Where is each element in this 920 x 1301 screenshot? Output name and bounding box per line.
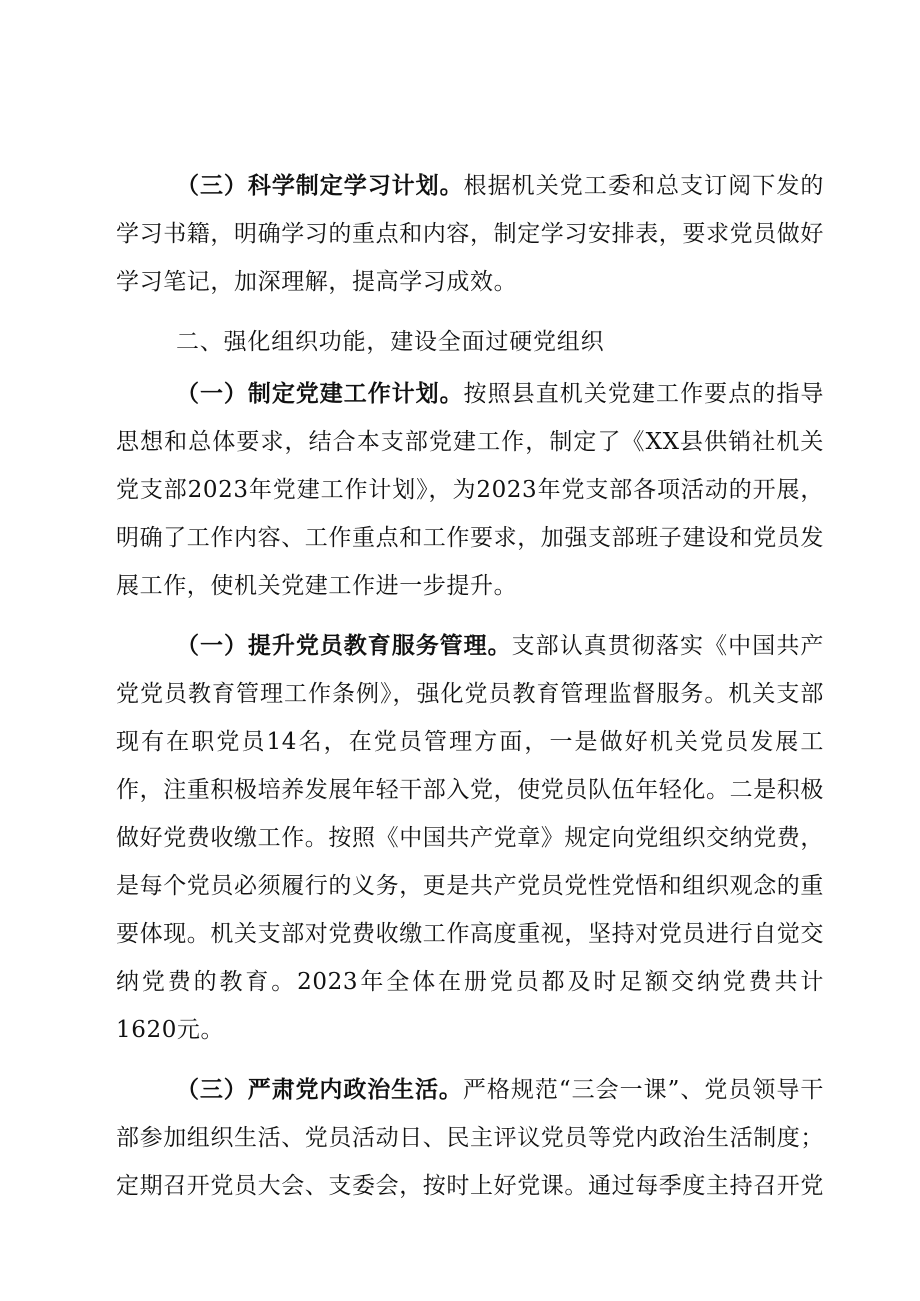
paragraph-lead: （一）提升党员教育服务管理。	[176, 633, 512, 659]
paragraph-party-building-plan	[116, 370, 824, 610]
section-heading: 二、强化组织功能，建设全面过硬党组织	[176, 329, 605, 355]
paragraph-lead: （三）科学制定学习计划。	[176, 173, 464, 199]
paragraph-lead: （一）制定党建工作计划。	[176, 381, 464, 407]
paragraph-text: 严格规范“三会一课”、党员领导干部参加组织生活、党员活动日、民主评议党员等党内政治生活制度；定期召开党员大会、支委会，按时上好党课。通过每季度主持召开党	[116, 1077, 825, 1199]
paragraph-member-education	[116, 622, 824, 1054]
document-body	[116, 162, 824, 1222]
paragraph-text: 根据机关党工委和总支订阅下发的学习书籍，明确学习的重点和内容，制定学习安排表，要求党员做好学习笔记，加深理解，提高学习成效。	[116, 173, 825, 295]
paragraph-text: 按照县直机关党建工作要点的指导思想和总体要求，结合本支部党建工作，制定了《XX县供销社机关党支部2023年党建工作计划》，为2023年党支部各项活动的开展，明确了工作内容、工作重点和工作要求，加强支部班子建设和党员发展工作，使机关党建工作进一步提升。	[116, 381, 825, 599]
paragraph-political-life	[116, 1066, 824, 1210]
paragraph-text: 支部认真贯彻落实《中国共产党党员教育管理工作条例》，强化党员教育管理监督服务。机关支部现有在职党员14名，在党员管理方面，一是做好机关党员发展工作，注重积极培养发展年轻干部入党，使党员队伍年轻化。二是积极做好党费收缴工作。按照《中国共产党章》规定向党组织交纳党费，是每个党员必须履行的义务，更是共产党员党性党悟和组织观念的重要体现。机关支部对党费收缴工作高度重视，坚持对党员进行自觉交纳党费的教育。2023年全体在册党员都及时足额交纳党费共计1620元。	[116, 633, 824, 1043]
paragraph-lead: （三）严肃党内政治生活。	[176, 1077, 463, 1103]
paragraph-study-plan	[116, 162, 824, 306]
